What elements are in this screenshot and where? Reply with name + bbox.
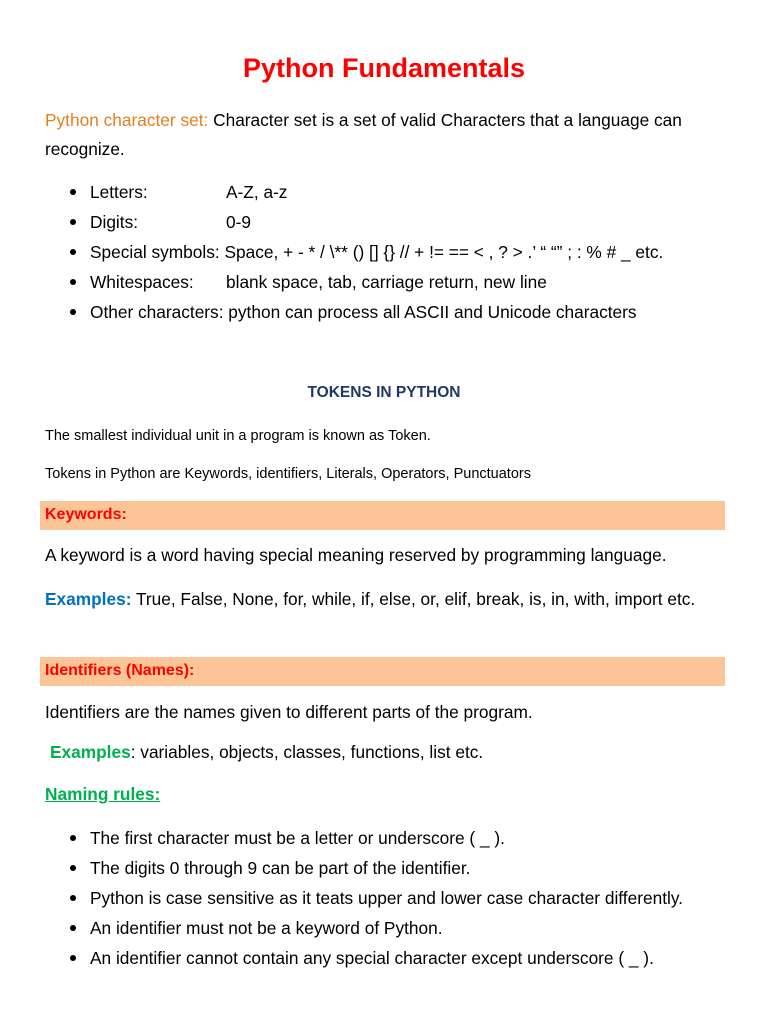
bullet-icon bbox=[70, 925, 76, 931]
charset-label: Whitespaces: bbox=[90, 272, 194, 292]
charset-value: 0-9 bbox=[226, 212, 251, 232]
charset-label: Digits: bbox=[90, 212, 139, 232]
list-item bbox=[68, 177, 748, 207]
charset-label: Other characters: bbox=[90, 302, 224, 322]
identifiers-examples-label: Examples bbox=[50, 742, 131, 762]
rule-text: An identifier must not be a keyword of Python. bbox=[90, 918, 443, 938]
charset-label: Special symbols: bbox=[90, 242, 220, 262]
identifiers-heading-band bbox=[40, 657, 725, 686]
rule-text: An identifier cannot contain any special character except underscore ( _ ). bbox=[90, 948, 654, 968]
charset-value: Space, + - * / \** () [] {} // + != == < , ? > .’ “ “” ; : % # _ etc. bbox=[219, 242, 664, 262]
identifiers-heading: Identifiers (Names): bbox=[45, 662, 195, 679]
tokens-list-text: Tokens in Python are Keywords, identifiers, Literals, Operators, Punctuators bbox=[45, 466, 531, 482]
keywords-examples bbox=[45, 585, 735, 614]
bullet-icon bbox=[70, 895, 76, 901]
rule-text: The first character must be a letter or underscore ( _ ). bbox=[90, 828, 505, 848]
bullet-icon bbox=[70, 249, 76, 255]
rule-text: The digits 0 through 9 can be part of the identifier. bbox=[90, 858, 471, 878]
charset-list bbox=[68, 177, 748, 327]
keywords-heading: Keywords: bbox=[45, 506, 127, 523]
list-item bbox=[68, 207, 748, 237]
bullet-icon bbox=[70, 865, 76, 871]
bullet-icon bbox=[70, 279, 76, 285]
charset-intro bbox=[45, 106, 735, 164]
list-item bbox=[68, 823, 748, 853]
charset-lead: Python character set: bbox=[45, 110, 209, 130]
list-item bbox=[68, 853, 748, 883]
keywords-examples-label: Examples: bbox=[45, 589, 132, 609]
bullet-icon bbox=[70, 835, 76, 841]
charset-value: blank space, tab, carriage return, new line bbox=[226, 272, 547, 292]
bullet-icon bbox=[70, 955, 76, 961]
identifiers-definition: Identifiers are the names given to different parts of the program. bbox=[45, 702, 533, 722]
naming-rules-heading: Naming rules: bbox=[45, 784, 161, 804]
keywords-examples-text: True, False, None, for, while, if, else, or, elif, break, is, in, with, import etc. bbox=[131, 589, 696, 609]
charset-intro-text: Character set is a set of valid Characters that a language can recognize. bbox=[45, 110, 682, 159]
keywords-heading-band bbox=[40, 501, 725, 530]
list-item bbox=[68, 943, 748, 973]
list-item bbox=[68, 237, 748, 267]
identifiers-examples-text: : variables, objects, classes, functions, list etc. bbox=[130, 742, 484, 762]
list-item bbox=[68, 913, 748, 943]
charset-value: A-Z, a-z bbox=[226, 182, 288, 202]
list-item bbox=[68, 297, 748, 327]
list-item bbox=[68, 267, 748, 297]
list-item bbox=[68, 883, 748, 913]
charset-label: Letters: bbox=[90, 182, 148, 202]
keywords-definition: A keyword is a word having special meaning reserved by programming language. bbox=[45, 545, 667, 565]
identifiers-examples bbox=[50, 738, 740, 767]
naming-rules-list bbox=[68, 823, 748, 973]
bullet-icon bbox=[70, 189, 76, 195]
tokens-heading: TOKENS IN PYTHON bbox=[307, 384, 461, 401]
charset-value: python can process all ASCII and Unicode characters bbox=[223, 302, 637, 322]
bullet-icon bbox=[70, 309, 76, 315]
tokens-definition: The smallest individual unit in a program is known as Token. bbox=[45, 428, 431, 444]
page-title: Python Fundamentals bbox=[242, 53, 526, 83]
bullet-icon bbox=[70, 219, 76, 225]
rule-text: Python is case sensitive as it teats upper and lower case character differently. bbox=[90, 888, 683, 908]
